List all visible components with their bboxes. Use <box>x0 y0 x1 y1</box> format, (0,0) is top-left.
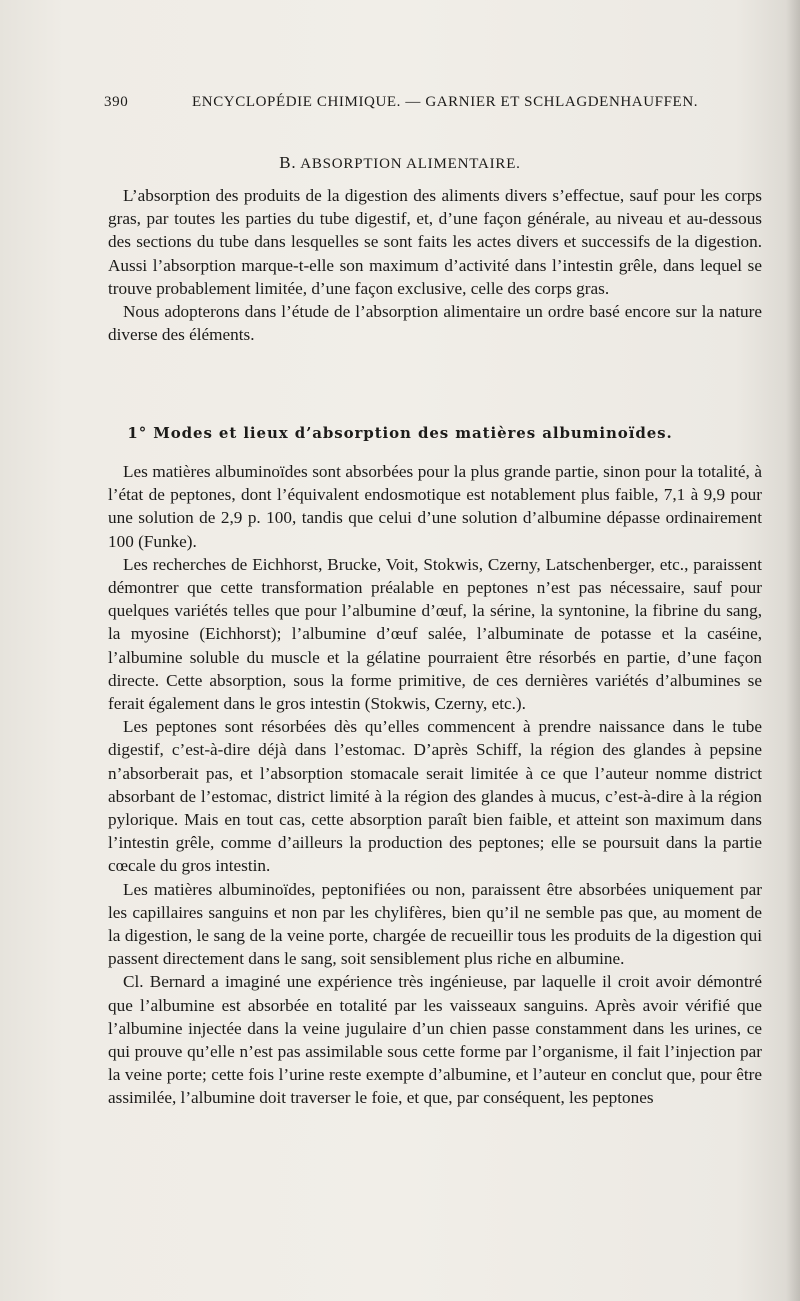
paragraph: Les recherches de Eichhorst, Brucke, Voit, Stokwis, Czerny, Latschenberger, etc., paraissent démontrer que cette transformation préalable en peptones n’est pas nécessaire, sauf pour quelques variétés telles que pour l’albumine d’œuf, la sérine, la syntonine, la fibrine du sang, la myosine (Eichhorst); l’albumine d’œuf salée, l’albuminate de potasse et la caséine, l’albumine soluble du muscle et la gélatine pourraient être résorbés en partie, d’une façon directe. Cette absorption, sous la forme primitive, de ces dernières variétés d’albumines se ferait également dans le gros intestin (Stokwis, Czerny, etc.). <box>108 554 762 714</box>
intro-text-block <box>108 184 762 346</box>
running-header <box>104 94 754 116</box>
subsection-heading: 1° Modes et lieux d’absorption des matières albuminoïdes. <box>127 424 673 442</box>
page-shadow-edge <box>786 0 800 1301</box>
section-title <box>0 153 800 173</box>
paragraph: Les peptones sont résorbées dès qu’elles commencent à prendre naissance dans le tube digestif, c’est-à-dire déjà dans l’estomac. D’après Schiff, la région des glandes à pepsine n’absorberait pas, et l’absorption stomacale serait limitée à ce que l’auteur nomme district absorbant de l’estomac, district limité à la région des glandes à mucus, c’est-à-dire à la région pylorique. Mais en tout cas, cette absorption paraît bien faible, et atteint son maximum dans l’intestin grêle, comme d’ailleurs la production des peptones; elle se poursuit dans la partie cœcale du gros intestin. <box>108 717 762 876</box>
paragraph: Cl. Bernard a imaginé une expérience très ingénieuse, par laquelle il croit avoir démontré que l’albumine est absorbée en totalité par les vaisseaux sanguins. Après avoir vérifié que l’albumine injectée dans la veine jugulaire d’un chien passe constamment dans les urines, ce qui prouve qu’elle n’est pas assimilable sous cette forme par l’organisme, il fait l’injection par la veine porte; cette fois l’urine reste exempte d’albumine, et l’auteur en conclut que, pour être assimilée, l’albumine doit traverser le foie, et que, par conséquent, les peptones <box>108 972 762 1108</box>
paragraph: Les matières albuminoïdes, peptonifiées ou non, paraissent être absorbées uniquement par les capillaires sanguins et non par les chylifères, bien qu’il ne semble pas que, au moment de la digestion, le sang de la veine porte, chargée de recueillir tous les produits de la digestion qui passent directement dans le sang, soit sensiblement plus riche en albumine. <box>108 879 762 969</box>
paragraph: Les matières albuminoïdes sont absorbées pour la plus grande partie, sinon pour la totalité, à l’état de peptones, dont l’équivalent endosmotique est notablement plus faible, 7,1 à 9,9 pour une solution de 2,9 p. 100, tandis que celui d’une solution d’albumine dépasse ordinairement 100 (Funke). <box>108 462 762 551</box>
paragraph: Nous adopterons dans l’étude de l’absorption alimentaire un ordre basé encore sur la nature diverse des éléments. <box>108 302 762 345</box>
page-number: 390 <box>104 94 129 110</box>
paragraph: L’absorption des produits de la digestion des aliments divers s’effectue, sauf pour les corps gras, par toutes les parties du tube digestif, et, d’une façon générale, au niveau et au-dessous des sections du tube dans lesquelles se sont faits les actes divers et successifs de la digestion. Aussi l’absorption marque-t-elle son maximum d’activité dans l’intestin grêle, dans lequel se trouve probablement limitée, d’une façon exclusive, celle des corps gras. <box>108 186 762 298</box>
section-title-text: ABSORPTION ALIMENTAIRE. <box>300 156 521 172</box>
running-title: ENCYCLOPÉDIE CHIMIQUE. — GARNIER ET SCHLAGDENHAUFFEN. <box>192 94 699 110</box>
section-letter: B. <box>279 153 297 172</box>
main-text-block <box>108 460 762 1110</box>
